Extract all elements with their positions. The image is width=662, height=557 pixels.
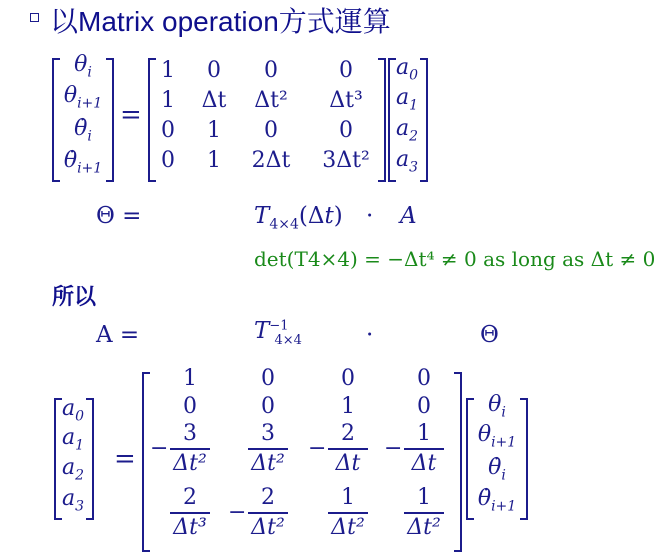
- fraction-denominator: Δt: [411, 451, 437, 476]
- equals-sign: =: [120, 100, 142, 130]
- fraction-denominator: Δt²: [251, 451, 285, 476]
- matrix-cell: 3Δt²: [322, 148, 370, 173]
- coef-vector-entry: $a_2$: [395, 116, 419, 145]
- fraction-numerator: 2: [341, 421, 355, 446]
- inverse-matrix-fraction: [170, 486, 210, 540]
- heading-main: Matrix operation: [78, 6, 279, 37]
- lhs-bracket-left: [52, 58, 60, 182]
- equation-3-mid: $T^{-1}_{4\times 4}$: [254, 318, 302, 348]
- equation-2-dot: ·: [366, 203, 374, 229]
- inverse-matrix-cell: 0: [417, 394, 431, 419]
- theta-vector-entry: $\theta_i$: [488, 392, 506, 421]
- lhs-vector-entry: $\thetȧ_i$: [74, 116, 92, 145]
- coef-vector-entry: $a_0$: [61, 396, 85, 425]
- equation-3-lhs: A =: [96, 322, 140, 348]
- coef-vector-entry: $a_3$: [395, 147, 419, 176]
- coef-vector-entry: $a_0$: [395, 55, 419, 84]
- matrix-cell: Δt²: [254, 88, 288, 113]
- equation-2-lhs: Θ =: [96, 203, 142, 229]
- fraction-bar: [404, 512, 444, 514]
- fraction-bar: [170, 448, 210, 450]
- so-label: 所以: [52, 284, 97, 309]
- inverse-matrix-fraction: [404, 486, 444, 540]
- theta-bracket-left: [466, 398, 474, 520]
- matrix-cell: Δt³: [329, 88, 363, 113]
- inverse-matrix-cell: 0: [341, 366, 355, 391]
- equals-sign: =: [114, 444, 136, 474]
- inverse-bracket-left: [142, 372, 150, 552]
- coef-vector-entry: $a_1$: [61, 425, 85, 454]
- hollow-square-bullet-icon: [30, 13, 39, 22]
- matrix-cell: Δt: [201, 88, 227, 113]
- fraction-denominator: Δt²: [407, 515, 441, 540]
- heading-prefix: 以: [50, 6, 79, 37]
- inverse-matrix-fraction: [248, 422, 288, 476]
- fraction-bar: [404, 448, 444, 450]
- inverse-bracket-right: [454, 372, 462, 552]
- inverse-matrix-fraction: [248, 486, 288, 540]
- fraction-denominator: Δt²: [331, 515, 365, 540]
- inverse-matrix-cell: 0: [183, 394, 197, 419]
- inverse-matrix-fraction: [328, 486, 368, 540]
- lhs-vector-entry: $\thetȧ_{i+1}$: [63, 148, 103, 177]
- minus-sign: −: [150, 436, 169, 461]
- matrix-cell: 0: [161, 118, 175, 143]
- matrix-cell: 1: [161, 58, 175, 83]
- matrix-cell: 1: [161, 88, 175, 113]
- matrix-cell: 0: [264, 58, 278, 83]
- fraction-numerator: 3: [261, 421, 275, 446]
- lhs-vector-entry: $\theta_i$: [74, 52, 92, 81]
- inverse-matrix-fraction: [328, 422, 368, 476]
- fraction-numerator: 1: [341, 485, 355, 510]
- coef-vector-entry: $a_2$: [61, 455, 85, 484]
- lhs-bracket-right: [106, 58, 114, 182]
- coef-vector-entry: $a_1$: [395, 85, 419, 114]
- minus-sign: −: [384, 436, 403, 461]
- fraction-numerator: 2: [183, 485, 197, 510]
- inverse-matrix-cell: 0: [261, 366, 275, 391]
- matrix-cell: 2Δt: [251, 148, 291, 173]
- matrix-cell: 0: [161, 148, 175, 173]
- fraction-bar: [328, 448, 368, 450]
- inverse-matrix-cell: 0: [261, 394, 275, 419]
- matrix-cell: 1: [207, 118, 221, 143]
- matrix-cell: 0: [264, 118, 278, 143]
- fraction-bar: [328, 512, 368, 514]
- fraction-denominator: Δt: [335, 451, 361, 476]
- fraction-bar: [248, 448, 288, 450]
- inverse-matrix-fraction: [170, 422, 210, 476]
- fraction-numerator: 1: [417, 421, 431, 446]
- equation-3-dot: ·: [366, 322, 374, 348]
- coef-vector-entry: $a_3$: [61, 486, 85, 515]
- matrix-cell: 0: [207, 58, 221, 83]
- inverse-matrix-cell: 1: [183, 366, 197, 391]
- theta-vector-entry: $\thetȧ_i$: [488, 455, 506, 484]
- matrix-cell: 0: [339, 118, 353, 143]
- matrix-bracket-left: [148, 58, 156, 182]
- heading-suffix: 方式運算: [278, 6, 391, 37]
- fraction-denominator: Δt²: [173, 451, 207, 476]
- equation-3-rhs: Θ: [480, 322, 499, 348]
- equation-2-mid: $T_{4\times 4}(\Delta t)$: [254, 203, 343, 233]
- minus-sign: −: [308, 436, 327, 461]
- page-heading: [50, 0, 391, 40]
- matrix-bracket-right: [378, 58, 386, 182]
- minus-sign: −: [228, 500, 247, 525]
- inverse-matrix-cell: 0: [417, 366, 431, 391]
- fraction-numerator: 3: [183, 421, 197, 446]
- lhs-vector-entry: $\theta_{i+1}$: [63, 83, 103, 112]
- inverse-matrix-cell: 1: [341, 394, 355, 419]
- theta-bracket-right: [520, 398, 528, 520]
- fraction-numerator: 2: [261, 485, 275, 510]
- fraction-denominator: Δt²: [251, 515, 285, 540]
- fraction-bar: [170, 512, 210, 514]
- fraction-bar: [248, 512, 288, 514]
- matrix-cell: 1: [207, 148, 221, 173]
- theta-vector-entry: $\thetȧ_{i+1}$: [477, 486, 517, 515]
- inverse-matrix-fraction: [404, 422, 444, 476]
- fraction-numerator: 1: [417, 485, 431, 510]
- equation-2-rhs: A: [400, 203, 417, 229]
- determinant-note: det(T4×4) = −Δt⁴ ≠ 0 as long as Δt ≠ 0: [254, 247, 656, 271]
- theta-vector-entry: $\theta_{i+1}$: [477, 422, 517, 451]
- fraction-denominator: Δt³: [173, 515, 207, 540]
- matrix-cell: 0: [339, 58, 353, 83]
